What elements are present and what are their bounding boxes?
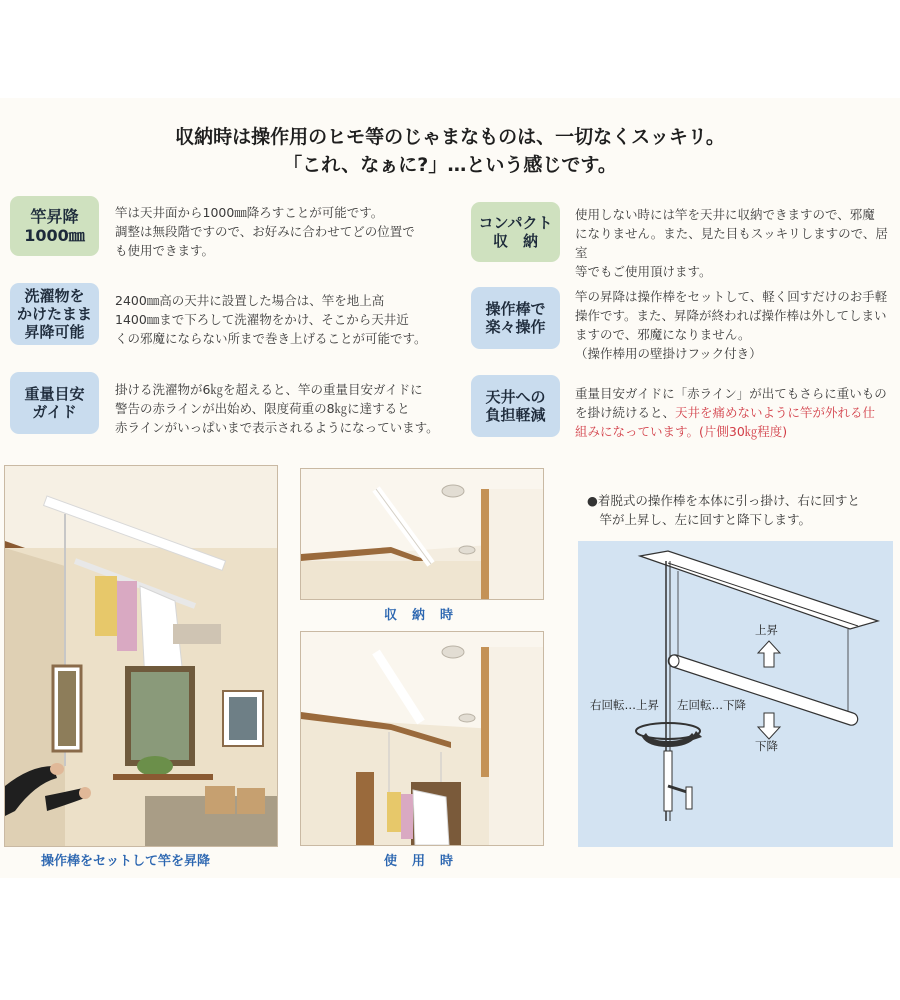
feature-text-weight-guide: 掛ける洗濯物が6㎏を超えると、竿の重量目安ガイドに 警告の赤ラインが出始め、限度荷重の8㎏に達すると 赤ラインがいっぱいまで表示されるようになっています。 (115, 382, 439, 435)
feature-text-lift-1000: 竿は天井面から1000㎜降ろすことが可能です。 調整は無段階ですので、お好みに合わせてどの位置で も使用できます。 (115, 205, 415, 258)
caption-in-use: 使 用 時 (384, 854, 455, 869)
ceiling-text-warning: 天井を痛めないように竿が外れる仕 組みになっています。(片側30㎏程度) (575, 405, 876, 439)
feature-badge-lift-1000: 竿昇降 1000㎜ (10, 196, 99, 256)
diagram-note: ●着脱式の操作棒を本体に引っ掛け、右に回すと 竿が上昇し、左に回すと降下します。 (587, 493, 860, 527)
feature-badge-weight-guide: 重量目安 ガイド (10, 372, 99, 434)
feature-badge-ceiling-load-relief: 天井への 負担軽減 (471, 375, 560, 437)
feature-text-compact-storage: 使用しない時には竿を天井に収納できますので、邪魔 になりません。また、見た目もスッキリしますので、居室 等でもご使用頂けます。 (575, 207, 888, 279)
headline-line-2: 「これ、なぁに?」…という感じです。 (283, 154, 617, 176)
ceiling-text-normal: 重量目安ガイドに「赤ライン」が出てもさらに重いもの を掛け続けると、 (575, 386, 887, 420)
feature-text-raise-with-laundry: 2400㎜高の天井に設置した場合は、竿を地上高 1400㎜まで下ろして洗濯物をかけ、そこから天井近 くの邪魔にならない所まで巻き上げることが可能です。 (115, 293, 427, 346)
feature-badge-raise-with-laundry: 洗濯物を かけたまま 昇降可能 (10, 283, 99, 345)
operation-diagram (578, 541, 893, 847)
main-room-photo (4, 465, 278, 847)
label-left-turn: 左回転…下降 (677, 698, 746, 712)
storage-photo (300, 468, 544, 600)
headline-line-1: 収納時は操作用のヒモ等のじゃまなものは、一切なくスッキリ。 (175, 126, 725, 148)
feature-text-easy-rod-operation: 竿の昇降は操作棒をセットして、軽く回すだけのお手軽 操作です。また、昇降が終われば操作棒は外してしまい ますので、邪魔になりません。 （操作棒用の壁掛けフック付き） (575, 289, 888, 361)
caption-storage: 収 納 時 (384, 608, 455, 623)
feature-badge-easy-rod-operation: 操作棒で 楽々操作 (471, 287, 560, 349)
feature-badge-compact-storage: コンパクト 収 納 (471, 202, 560, 262)
label-down: 下降 (755, 739, 778, 753)
label-right-turn: 右回転…上昇 (590, 698, 659, 712)
feature-text-ceiling-load-relief (575, 384, 887, 441)
in-use-photo (300, 631, 544, 846)
caption-main-photo: 操作棒をセットして竿を昇降 (41, 854, 211, 869)
label-up: 上昇 (755, 623, 778, 637)
